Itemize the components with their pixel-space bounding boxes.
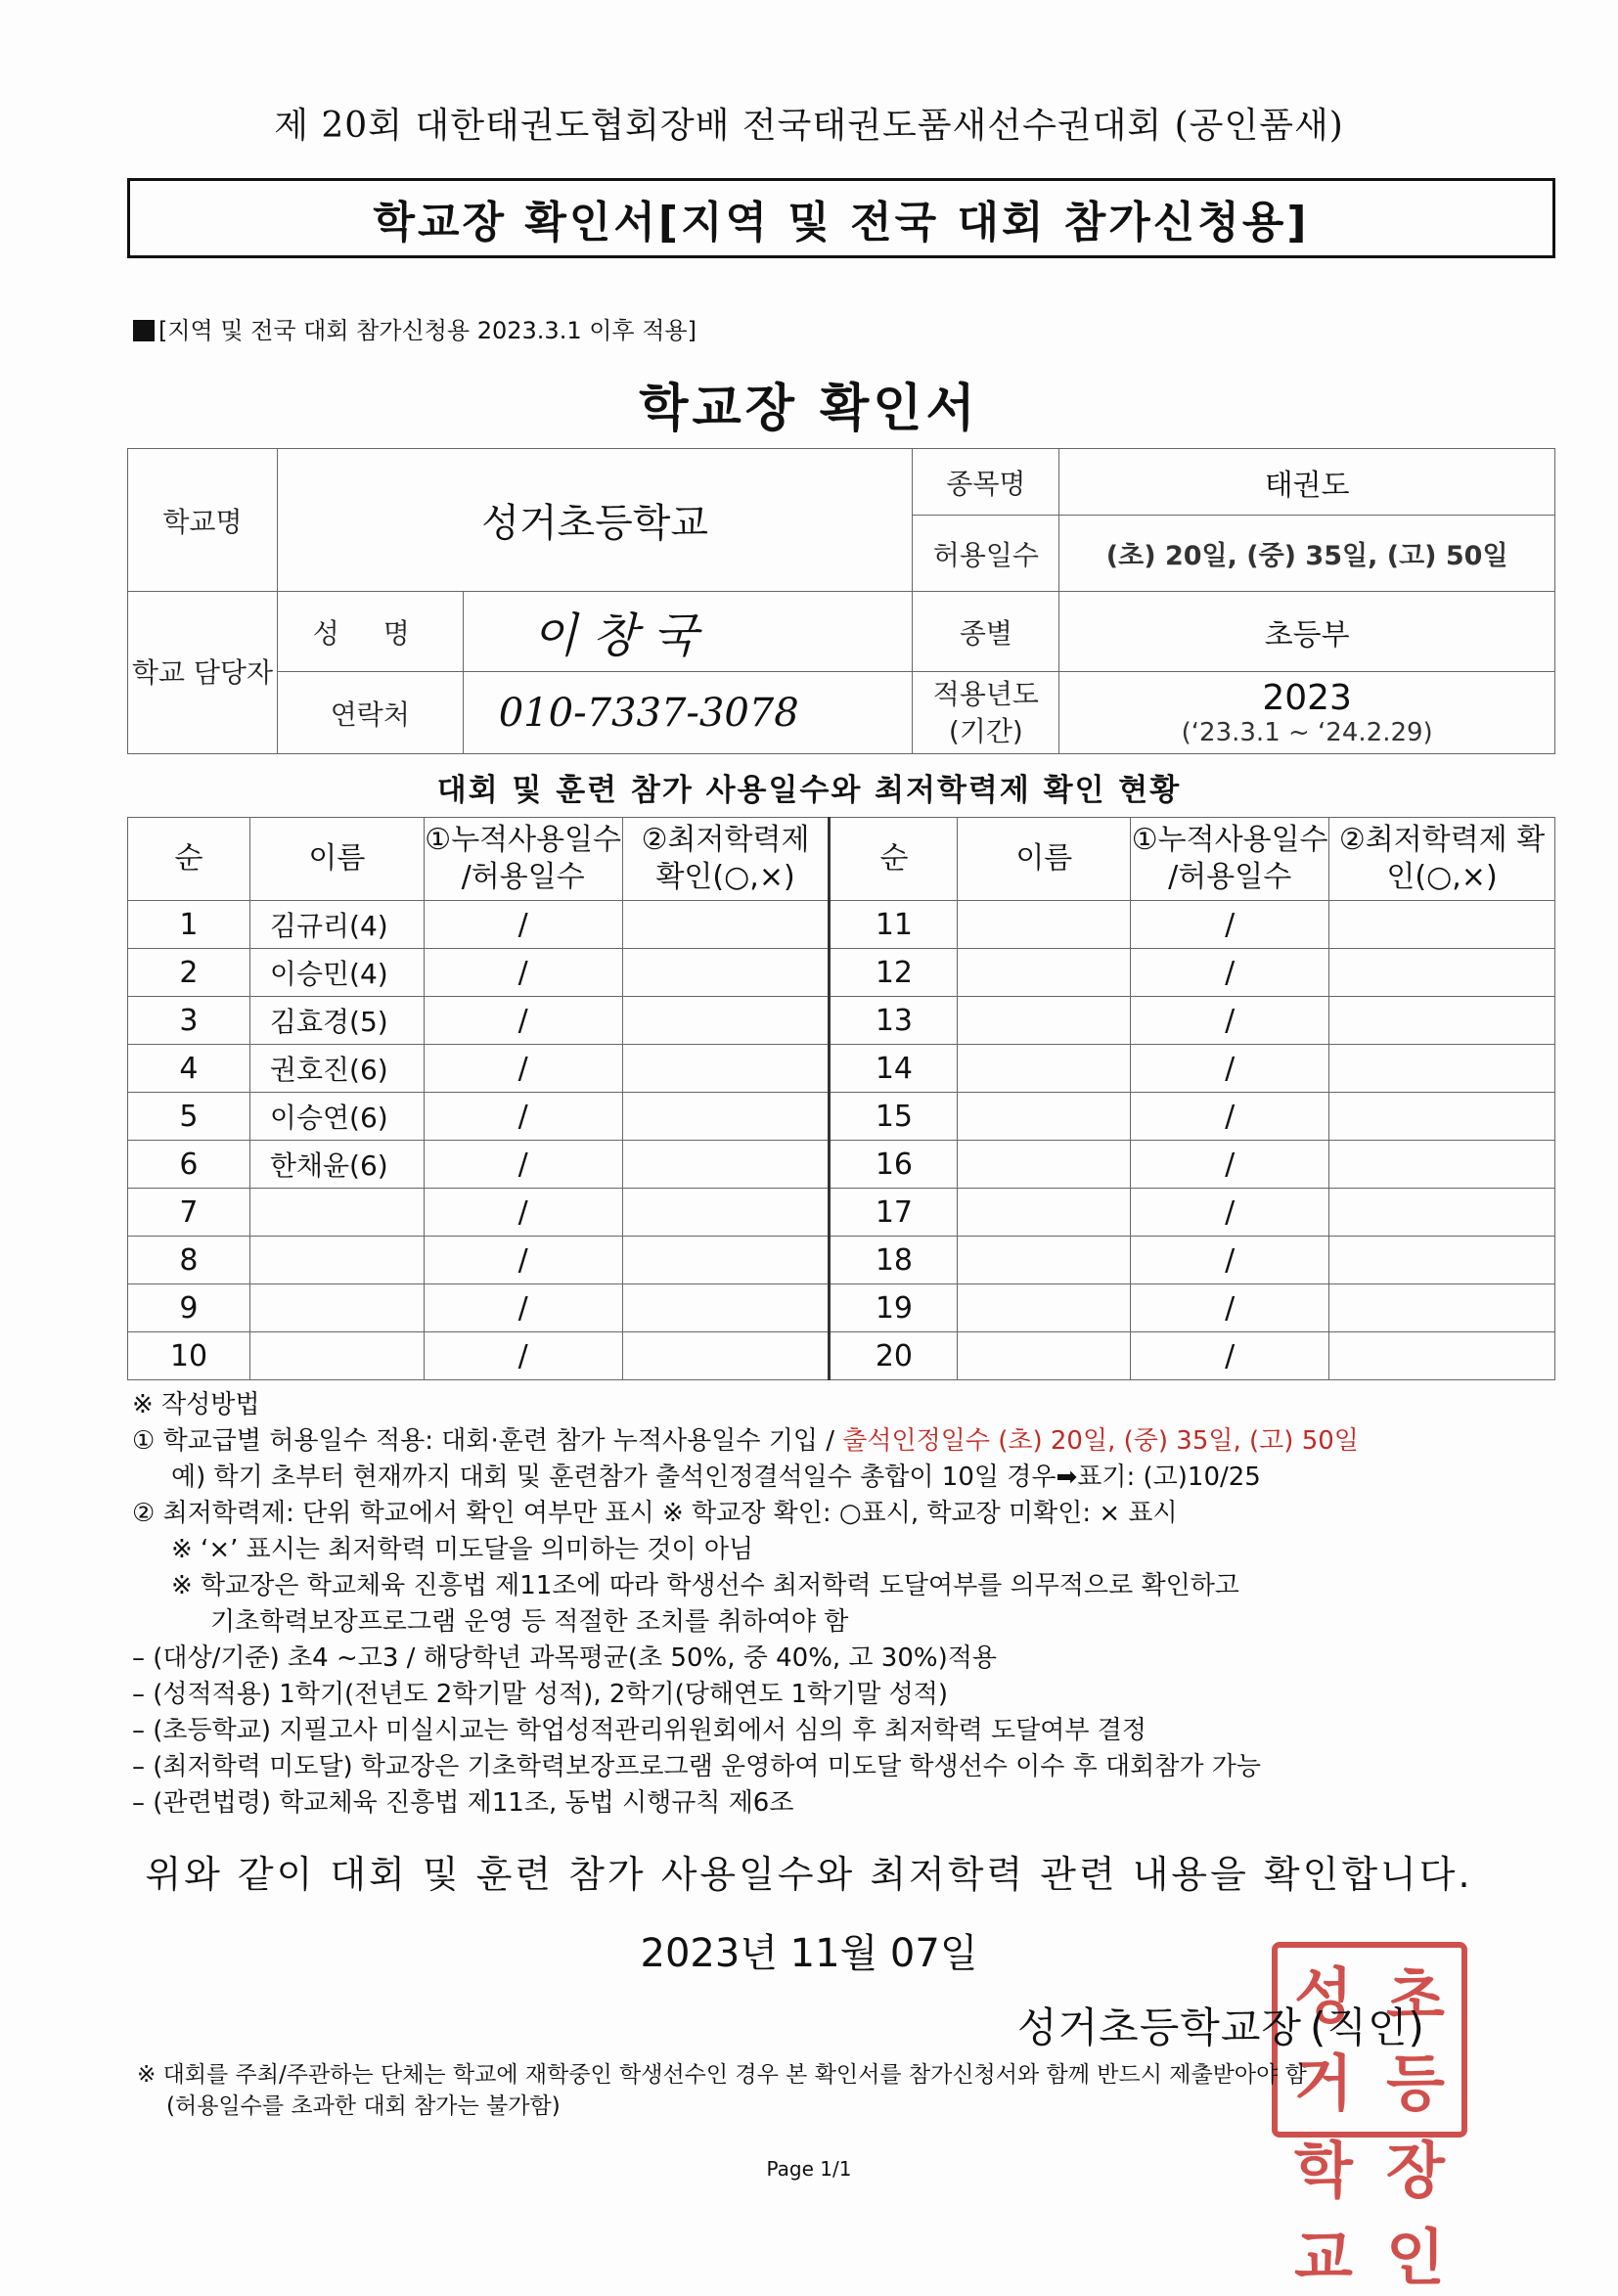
row-name: 김효경(5) (249, 997, 424, 1045)
info-table (127, 448, 1555, 754)
row-days: / (424, 1141, 622, 1189)
row-name: 이승연(6) (249, 1093, 424, 1141)
table-row (128, 1141, 1555, 1189)
row-days: / (1131, 1045, 1329, 1093)
year-cell (1059, 672, 1555, 754)
table-row (128, 997, 1555, 1045)
signer (1017, 1996, 1425, 2054)
row-days: / (424, 1093, 622, 1141)
table-row (128, 1237, 1555, 1284)
col-academic: ②최저학력제 확인(○,×) (1329, 818, 1555, 901)
row-academic (622, 1093, 830, 1141)
row-name (958, 1045, 1131, 1093)
criteria-1: – (대상/기준) 초4 ~고3 / 해당학년 과목평균(초 50%, 중 40%, 고 30%)적용 (132, 1643, 997, 1673)
row-name: 김규리(4) (249, 901, 424, 949)
contact-label: 연락처 (277, 672, 463, 754)
row-no: 20 (830, 1332, 958, 1380)
instruction-1 (132, 1423, 1570, 1460)
table-row (128, 901, 1555, 949)
instruction-1-highlight: 출석인정일수 (초) 20일, (중) 35일, (고) 50일 (842, 1426, 1359, 1456)
row-academic (1329, 997, 1555, 1045)
row-academic (1329, 1237, 1555, 1284)
row-academic (622, 1332, 830, 1380)
seal-mark: (직인) (1310, 2003, 1425, 2051)
row-no: 18 (830, 1237, 958, 1284)
row-academic (1329, 1284, 1555, 1332)
document-date: 2023년 11월 07일 (640, 1931, 978, 1976)
square-bullet-icon (133, 320, 155, 341)
row-no: 9 (128, 1284, 250, 1332)
division-value: 초등부 (1059, 592, 1555, 672)
row-days: / (424, 997, 622, 1045)
instruction-3: ※ ‘×’ 표시는 최저학력 미도달을 의미하는 것이 아님 (171, 1535, 754, 1564)
footer-note-1: ※ 대회를 주최/주관하는 단체는 학교에 재학중인 학생선수인 경우 본 확인서를 참가신청서와 함께 반드시 제출받아야 함 (137, 2062, 1307, 2088)
row-days: / (1131, 901, 1329, 949)
status-title: 대회 및 훈련 참가 사용일수와 최저학력제 확인 현황 (436, 773, 1182, 808)
row-academic (622, 997, 830, 1045)
instruction-2: ② 최저학력제: 단위 학교에서 확인 여부만 표시 ※ 학교장 확인: ○표시, 학교장 미확인: × 표시 (132, 1499, 1178, 1528)
col-days: ①누적사용일수 /허용일수 (424, 818, 622, 901)
seal-char: 성거 (1294, 1960, 1353, 2119)
row-days: / (424, 1189, 622, 1237)
row-academic (1329, 949, 1555, 997)
row-academic (1329, 1141, 1555, 1189)
row-no: 5 (128, 1093, 250, 1141)
row-days: / (1131, 1141, 1329, 1189)
table-row (128, 949, 1555, 997)
name-label: 성 명 (277, 592, 463, 672)
row-no: 6 (128, 1141, 250, 1189)
row-days: / (1131, 1093, 1329, 1141)
row-name (249, 1284, 424, 1332)
row-days: / (424, 901, 622, 949)
row-no: 8 (128, 1237, 250, 1284)
footer-note-2: (허용일수를 초과한 대회 참가는 불가함) (166, 2093, 561, 2119)
row-no: 17 (830, 1189, 958, 1237)
applicability-note (133, 311, 697, 345)
staff-label: 학교 담당자 (128, 592, 278, 754)
row-days: / (1131, 1189, 1329, 1237)
school-label: 학교명 (128, 449, 278, 592)
row-academic (1329, 1045, 1555, 1093)
row-no: 3 (128, 997, 250, 1045)
document-box-title: 학교장 확인서[지역 및 전국 대회 참가신청용] (127, 178, 1555, 258)
row-academic (622, 1189, 830, 1237)
row-no: 12 (830, 949, 958, 997)
col-name: 이름 (249, 818, 424, 901)
row-academic (622, 1045, 830, 1093)
row-academic (1329, 1332, 1555, 1380)
row-no: 16 (830, 1141, 958, 1189)
seal-char: 장인 (1386, 2135, 1445, 2293)
row-days: / (424, 1332, 622, 1380)
name-value: 이 창 국 (463, 592, 913, 672)
row-name (958, 1332, 1131, 1380)
row-days: / (424, 1045, 622, 1093)
year-label: 적용년도 (기간) (913, 672, 1059, 754)
confirmation-statement: 위와 같이 대회 및 훈련 참가 사용일수와 최저학력 관련 내용을 확인합니다. (145, 1853, 1473, 1896)
contact-value: 010-7337-3078 (463, 672, 913, 754)
row-no: 4 (128, 1045, 250, 1093)
row-days: / (424, 1284, 622, 1332)
row-days: / (1131, 1332, 1329, 1380)
table-row (128, 1045, 1555, 1093)
row-name: 이승민(4) (249, 949, 424, 997)
row-academic (1329, 1189, 1555, 1237)
row-academic (622, 901, 830, 949)
signer-title: 성거초등학교장 (1017, 2003, 1303, 2051)
row-no: 2 (128, 949, 250, 997)
instructions-heading: ※ 작성방법 (132, 1390, 260, 1419)
instruction-4-cont: 기초학력보장프로그램 운영 등 적절한 조치를 취하여야 함 (210, 1607, 849, 1637)
school-value: 성거초등학교 (277, 449, 913, 592)
row-days: / (1131, 997, 1329, 1045)
row-academic (622, 1284, 830, 1332)
table-row (128, 1093, 1555, 1141)
criteria-4: – (최저학력 미도달) 학교장은 기초학력보장프로그램 운영하여 미도달 학생선수 이수 후 대회참가 가능 (132, 1752, 1261, 1781)
row-name (249, 1189, 424, 1237)
row-name: 한채윤(6) (249, 1141, 424, 1189)
status-table (127, 817, 1555, 1380)
row-academic (622, 949, 830, 997)
instruction-1-text: ① 학교급별 허용일수 적용: 대회·훈련 참가 누적사용일수 기입 / (132, 1426, 843, 1456)
row-days: / (1131, 1237, 1329, 1284)
period-value: (‘23.3.1 ~ ‘24.2.29) (1181, 718, 1433, 747)
row-academic (622, 1237, 830, 1284)
year-value: 2023 (1262, 678, 1352, 718)
allowed-days-value: (초) 20일, (중) 35일, (고) 50일 (1059, 516, 1555, 592)
row-name (249, 1332, 424, 1380)
row-days: / (424, 1237, 622, 1284)
footer-note (137, 2059, 1575, 2122)
sport-value: 태권도 (1059, 449, 1555, 516)
instructions (132, 1387, 1570, 1822)
criteria-2: – (성적적용) 1학기(전년도 2학기말 성적), 2학기(당해연도 1학기말 성적) (132, 1680, 949, 1709)
instruction-1-example: 예) 학기 초부터 현재까지 대회 및 훈련참가 출석인정결석일수 총합이 10일 경우➡표기: (고)10/25 (171, 1463, 1261, 1492)
table-row (128, 1189, 1555, 1237)
applicability-text: [지역 및 전국 대회 참가신청용 2023.3.1 이후 적용] (158, 317, 697, 344)
col-days: ①누적사용일수 /허용일수 (1131, 818, 1329, 901)
seal-char: 초등 (1386, 1960, 1445, 2119)
instruction-4: ※ 학교장은 학교체육 진흥법 제11조에 따라 학생선수 최저학력 도달여부를 의무적으로 확인하고 (171, 1571, 1239, 1600)
col-no: 순 (128, 818, 250, 901)
row-academic (1329, 1093, 1555, 1141)
col-no: 순 (830, 818, 958, 901)
seal-char: 학교 (1294, 2135, 1353, 2293)
table-row (128, 1332, 1555, 1380)
row-name (958, 1189, 1131, 1237)
division-label: 종별 (913, 592, 1059, 672)
table-row (128, 1284, 1555, 1332)
row-name (958, 1093, 1131, 1141)
row-name (249, 1237, 424, 1284)
row-no: 14 (830, 1045, 958, 1093)
row-academic (622, 1141, 830, 1189)
row-no: 11 (830, 901, 958, 949)
row-no: 1 (128, 901, 250, 949)
row-days: / (1131, 949, 1329, 997)
row-name (958, 1237, 1131, 1284)
row-no: 10 (128, 1332, 250, 1380)
sport-label: 종목명 (913, 449, 1059, 516)
event-title: 제 20회 대한태권도협회장배 전국태권도품새선수권대회 (공인품새) (274, 106, 1344, 146)
row-name (958, 901, 1131, 949)
criteria-5: – (관련법령) 학교체육 진흥법 제11조, 동법 시행규칙 제6조 (132, 1788, 794, 1818)
row-days: / (424, 949, 622, 997)
status-header-row (128, 818, 1555, 901)
row-no: 13 (830, 997, 958, 1045)
row-no: 15 (830, 1093, 958, 1141)
row-name (958, 997, 1131, 1045)
row-name: 권호진(6) (249, 1045, 424, 1093)
row-days: / (1131, 1284, 1329, 1332)
row-name (958, 1284, 1131, 1332)
row-name (958, 1141, 1131, 1189)
col-academic: ②최저학력제 확인(○,×) (622, 818, 830, 901)
row-no: 7 (128, 1189, 250, 1237)
page-number: Page 1/1 (766, 2157, 852, 2181)
row-academic (1329, 901, 1555, 949)
col-name: 이름 (958, 818, 1131, 901)
form-title: 학교장 확인서 (639, 380, 979, 438)
allowed-days-label: 허용일수 (913, 516, 1059, 592)
criteria-3: – (초등학교) 지필고사 미실시교는 학업성적관리위원회에서 심의 후 최저학력 도달여부 결정 (132, 1716, 1146, 1745)
row-name (958, 949, 1131, 997)
row-no: 19 (830, 1284, 958, 1332)
